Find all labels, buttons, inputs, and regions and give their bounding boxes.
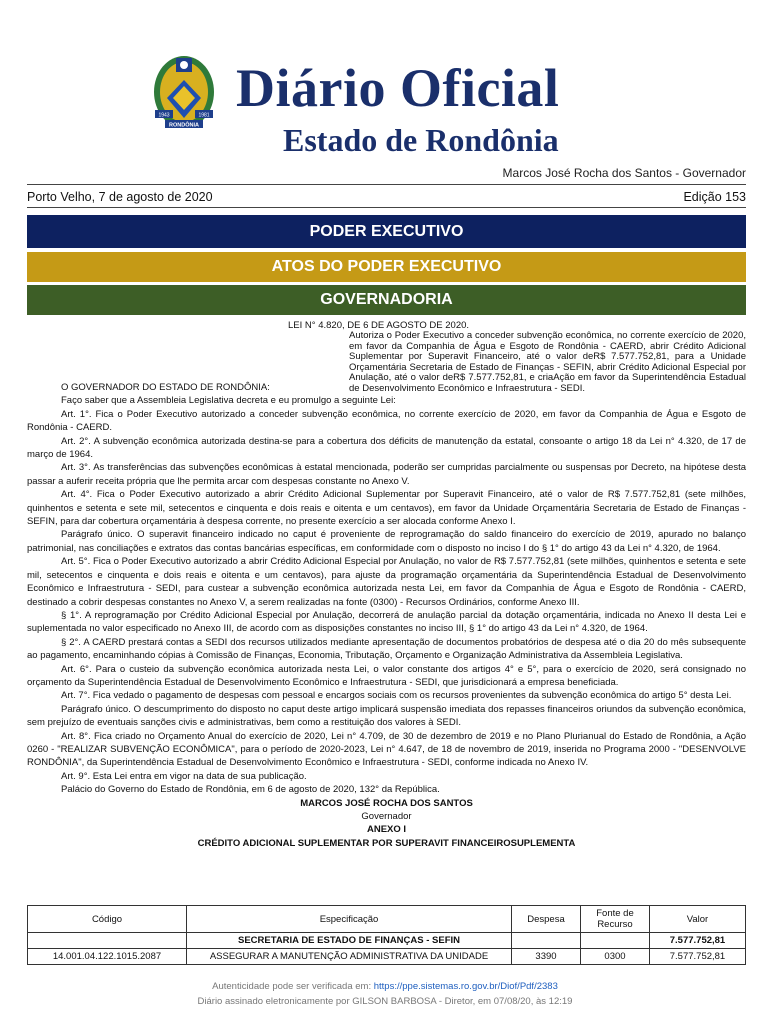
group-value: 7.577.752,81 xyxy=(650,933,746,949)
signer-name: MARCOS JOSÉ ROCHA DOS SANTOS xyxy=(300,797,473,809)
paragraph: Art. 2°. A subvenção econômica autorizada destina-se para a cobertura dos déficits de manutenção da estatal, consoante o artigo 18 da Lei n° 4.320, de 17 de março de 1964. xyxy=(27,435,746,461)
paragraph: Palácio do Governo do Estado de Rondônia, em 6 de agosto de 2020, 132° da República. xyxy=(61,784,440,796)
paragraph: Art. 8°. Fica criado no Orçamento Anual do exercício de 2020, Lei n° 4.709, de 30 de dezembro de 2019 e no Plano Plurianual do Estado de Rondônia, a Ação 0260 - "REALIZAR SUBVENÇÃO ECONÔMICA", para o período de 2020-2023, Lei n° 4.647, de 18 de novembro de 2019, inserida no Programa 2000 - "DESENVOLVE RONDÔNIA", da Superintendência Estadual de Desenvolvimento Econômico e Infraestrutura - SEDI, conforme indicada no Anexo IV. xyxy=(27,730,746,769)
law-body xyxy=(27,381,746,850)
col-spec-header: Especificação xyxy=(187,906,512,933)
section-band-acts: ATOS DO PODER EXECUTIVO xyxy=(27,252,746,282)
group-label: SECRETARIA DE ESTADO DE FINANÇAS - SEFIN xyxy=(187,933,512,949)
governor-line: Marcos José Rocha dos Santos - Governador xyxy=(502,166,746,180)
paragraph: § 1°. A reprogramação por Crédito Adicional Especial por Anulação, decorrerá de anulação parcial da dotação orçamentária, indicada no Anexo II desta Lei e suplementada no valor especificado no Anexo III, de acordo com as disposições constantes no inciso III, § 1° do artigo 43 da Lei n° 4.320, de 1964. xyxy=(27,609,746,635)
crest-year-right: 1981 xyxy=(198,112,210,119)
paragraph: Art. 3°. As transferências das subvenções econômicas à estatal mencionada, poderão ser cumpridas parcialmente ou suspensas por Decreto, na hipótese desta passar a auferir receita própria que lhe permita arcar com despesas constante no Anexo V. xyxy=(27,462,746,487)
law-title: LEI N° 4.820, DE 6 DE AGOSTO DE 2020. xyxy=(288,320,470,331)
edition-number: Edição 153 xyxy=(683,190,746,204)
dateline-bar xyxy=(27,184,746,208)
paragraph: Art. 7°. Fica vedado o pagamento de despesas com pessoal e encargos sociais com os recursos provenientes da subvenção econômica do artigo 5° desta Lei. xyxy=(61,690,732,702)
row-valor: 7.577.752,81 xyxy=(650,949,746,965)
paragraph: Art. 1°. Fica o Poder Executivo autorizado a conceder subvenção econômica, no corrente exercício de 2020, em favor da Companhia de Água e Esgoto de Rondônia - CAERD. xyxy=(27,408,746,434)
paragraph: Faço saber que a Assembleia Legislativa decreta e eu promulgo a seguinte Lei: xyxy=(61,395,396,407)
paragraph: Art. 4°. Fica o Poder Executivo autorizado a abrir Crédito Adicional Suplementar por Superavit Financeiro, até o valor de R$ 7.577.752,81 (sete milhões, quinhentos e setenta e sete mil, setecentos e cinquenta e dois reais e oitenta e um centavos), em favor da Unidade Orçamentária Secretaria de Estado de Finanças - SEFIN, para dar cobertura orçamentária à despesa corrente, no presente exercício a ser alocada conforme Anexo I. xyxy=(27,489,746,528)
paragraph: Parágrafo único. O superavit financeiro indicado no caput é proveniente de reprogramação do saldo financeiro do exercício de 2019, apurado no balanço patrimonial, nas conciliações e extratos das contas bancárias específicas, em conformidade com o disposto no inciso I do § 1° do artigo 43 da Lei n° 4.320, de 1964. xyxy=(27,529,746,554)
newspaper-title: Diário Oficial xyxy=(236,58,560,118)
annex-label: ANEXO I xyxy=(366,824,407,836)
paragraph: Art. 5°. Fica o Poder Executivo autorizado a abrir Crédito Adicional Especial por Anulação, no valor de R$ 7.577.752,81 (sete milhões, quinhentos e setenta e sete mil, setecentos e cinquenta e dois reais e oitenta e um centavos), para ajuste da programação orçamentária da Superintendência Estadual de Desenvolvimento Econômico e Infraestrutura - SEDI, para custear a subvenção econômica autorizada nesta Lei, em favor da Companhia de Água e Esgoto de Rondônia - CAERD, destinado a cobrir despesas constantes no Anexo V, a serem realizadas na fonte (0300) - Recursos Ordinários, conforme Anexo III. xyxy=(27,556,746,608)
paragraph: Art. 9°. Esta Lei entra em vigor na data de sua publicação. xyxy=(61,770,307,782)
auth-prefix: Autenticidade pode ser verificada em: xyxy=(212,981,372,992)
signature-line: Diário assinado eletronicamente por GILSON BARBOSA - Diretor, em 07/08/20, às 12:19 xyxy=(197,996,573,1007)
table-header-row xyxy=(28,906,746,933)
crest-year-left: 1943 xyxy=(158,112,170,119)
law-ementa: Autoriza o Poder Executivo a conceder subvenção econômica, no corrente exercício de 2020, em favor da Companhia de Água e Esgoto de Rondônia - CAERD, abrir Crédito Adicional Suplementar por Superavit Financeiro, até o valor deR$ 7.577.752,81, para a Unidade Orçamentária Secretaria de Estado de Finanças - SEFIN, abrir Crédito Adicional Especial por Anulação, até o valor deR$ 7.577.752,81, e criaAção em favor da Superintendência Estadual de Desenvolvimento Econômico e Infraestrutura - SEDI. xyxy=(349,330,746,394)
section-band-office: GOVERNADORIA xyxy=(27,285,746,315)
row-desp: 3390 xyxy=(512,949,581,965)
col-desp-header: Despesa xyxy=(512,906,581,933)
place-date: Porto Velho, 7 de agosto de 2020 xyxy=(27,190,213,204)
state-subtitle: Estado de Rondônia xyxy=(283,122,559,158)
paragraph: § 2°. A CAERD prestará contas a SEDI dos recursos utilizados mediante apresentação de documentos probatórios de despesa até o dia 20 do mês subsequente ao pagamento, encaminhando cópias à Comissão de Finanças, Economia, Tributação, Orçamento e Organização Administrativa da Assembleia Legislativa. xyxy=(27,636,746,662)
row-code: 14.001.04.122.1015.2087 xyxy=(28,949,187,965)
signer-role: Governador xyxy=(361,811,412,822)
row-fonte: 0300 xyxy=(581,949,650,965)
section-band-power: PODER EXECUTIVO xyxy=(27,215,746,248)
paragraph: O GOVERNADOR DO ESTADO DE RONDÔNIA: xyxy=(61,382,270,393)
col-fonte-header: Fonte de Recurso xyxy=(581,906,650,933)
auth-link[interactable]: https://ppe.sistemas.ro.gov.br/Diof/Pdf/2383 xyxy=(373,981,558,992)
table-group-row xyxy=(28,933,746,949)
annex-table xyxy=(27,905,746,965)
col-valor-header: Valor xyxy=(650,906,746,933)
table-row xyxy=(28,949,746,965)
row-spec: ASSEGURAR A MANUTENÇÃO ADMINISTRATIVA DA UNIDADE xyxy=(187,949,512,965)
paragraph: Art. 6°. Para o custeio da subvenção econômica autorizada nesta Lei, o valor constante dos artigos 4° e 5°, para o exercício de 2020, será consignado no orçamento da Superintendência Estadual de Desenvolvimento Econômico e Infraestrutura - SEDI, que jurisdicionará a empresa beneficiada. xyxy=(27,663,746,688)
paragraph: Parágrafo único. O descumprimento do disposto no caput deste artigo implicará suspensão imediata dos repasses financeiros oriundos da subvenção econômica, sem prejuízo de eventuais sanções civis e administrativas, bem como a restituição dos valores à SEDI. xyxy=(27,703,746,729)
annex-title: CRÉDITO ADICIONAL SUPLEMENTAR POR SUPERAVIT FINANCEIROSUPLEMENTA xyxy=(197,837,576,849)
state-coat-of-arms xyxy=(149,52,219,136)
auth-line xyxy=(0,979,770,994)
page-footer xyxy=(0,979,770,1009)
col-code-header: Código xyxy=(28,906,187,933)
crest-name: RONDÔNIA xyxy=(169,122,199,129)
